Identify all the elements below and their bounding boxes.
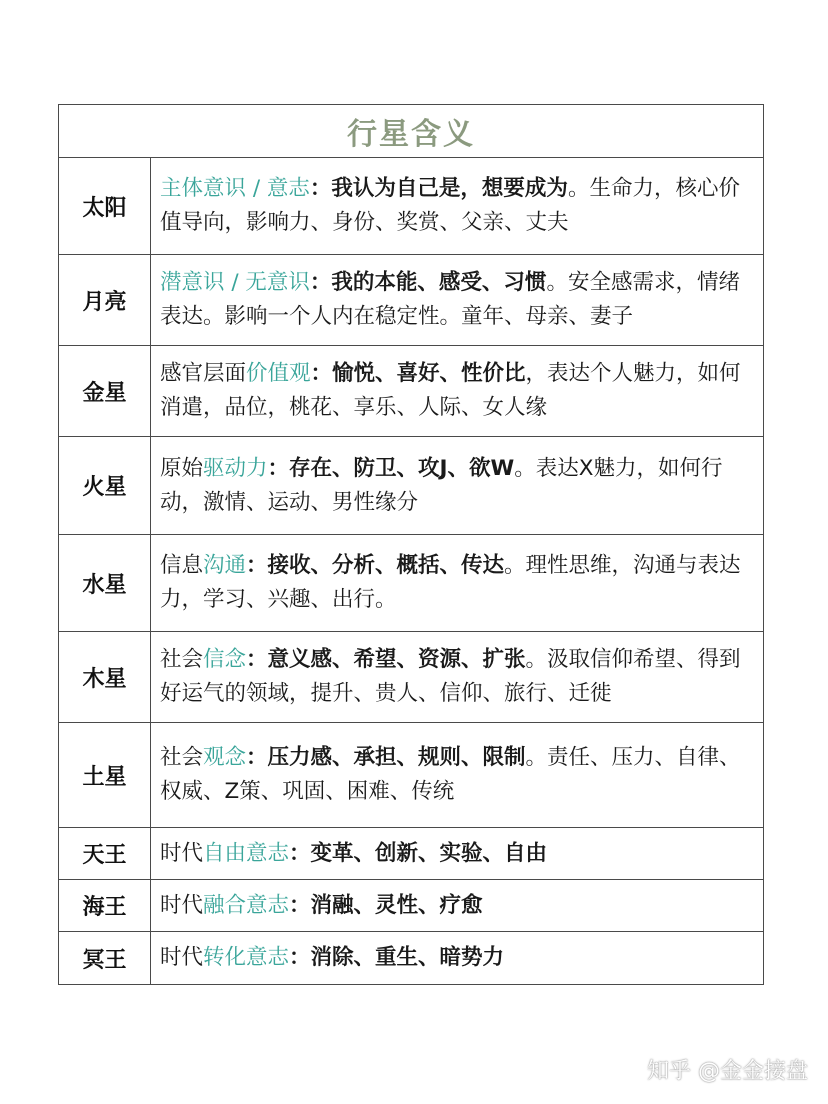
desc-prefix: 感官层面 (160, 361, 247, 386)
desc-keywords: ：消融、灵性、疗愈 (289, 892, 483, 918)
table-row (59, 437, 763, 535)
table-row (59, 828, 763, 880)
planet-name: 土星 (59, 723, 151, 827)
desc-highlight: 信念 (203, 647, 247, 672)
planet-name: 天王 (59, 828, 151, 879)
desc-prefix: 社会 (160, 647, 204, 672)
desc-rest: 。表达X魅力，如何行动，激情、运动、男性缘分 (160, 455, 723, 515)
desc-prefix: 时代 (160, 892, 204, 918)
desc-keywords: ：存在、防卫、攻J、欲W (267, 455, 515, 481)
planet-meaning-table (58, 104, 764, 985)
desc-prefix: 社会 (160, 745, 204, 770)
desc-prefix: 原始 (160, 455, 204, 481)
table-row (59, 880, 763, 932)
desc-prefix: 信息 (160, 553, 204, 578)
desc-highlight: 观念 (203, 745, 247, 770)
desc-highlight: 驱动力 (203, 455, 268, 481)
desc-keywords: ：压力感、承担、规则、限制 (246, 745, 526, 770)
table-row (59, 158, 763, 255)
table-row (59, 932, 763, 984)
desc-highlight: 转化意志 (203, 945, 290, 970)
planet-description (151, 346, 763, 436)
planet-description (151, 828, 763, 879)
desc-keywords: ：消除、重生、暗势力 (289, 945, 505, 970)
desc-prefix: 时代 (160, 945, 204, 970)
planet-description (151, 932, 763, 984)
planet-description (151, 158, 763, 254)
desc-rest: 。理性思维，沟通与表达力，学习、兴趣、出行。 (160, 553, 741, 612)
planet-description (151, 437, 763, 534)
planet-description (151, 535, 763, 631)
planet-name: 火星 (59, 437, 151, 534)
planet-description (151, 880, 763, 931)
table-row (59, 632, 763, 723)
desc-rest: 。安全感需求，情绪表达。影响一个人内在稳定性。童年、母亲、妻子 (160, 270, 740, 329)
planet-name: 金星 (59, 346, 151, 436)
table-row (59, 255, 763, 346)
title-row (59, 105, 763, 158)
desc-rest: ，表达个人魅力，如何消遣，品位，桃花、享乐、人际、女人缘 (160, 361, 741, 420)
planet-name: 海王 (59, 880, 151, 931)
desc-rest: 。生命力，核心价值导向，影响力、身份、奖赏、父亲、丈夫 (160, 176, 740, 235)
desc-highlight: 沟通 (203, 553, 247, 578)
desc-keywords: ：意义感、希望、资源、扩张 (246, 647, 526, 672)
desc-keywords: ：我认为自己是，想要成为 (309, 176, 568, 201)
table-title: 行星含义 (347, 117, 475, 152)
desc-keywords: ：接收、分析、概括、传达 (246, 553, 505, 578)
table-row (59, 535, 763, 632)
desc-keywords: ：变革、创新、实验、自由 (289, 840, 548, 866)
planet-name: 木星 (59, 632, 151, 722)
planet-name: 月亮 (59, 255, 151, 345)
watermark: 知乎 @金金接盘 (647, 1059, 808, 1084)
desc-highlight: 融合意志 (203, 892, 290, 918)
desc-highlight: 自由意志 (203, 840, 290, 866)
desc-highlight: 价值观 (246, 361, 311, 386)
desc-highlight: 主体意识 / 意志 (160, 176, 310, 201)
planet-description (151, 255, 763, 345)
desc-keywords: ：愉悦、喜好、性价比 (310, 361, 526, 386)
desc-prefix: 时代 (160, 840, 204, 866)
desc-highlight: 潜意识 / 无意识 (160, 270, 310, 295)
planet-name: 冥王 (59, 932, 151, 984)
planet-description (151, 723, 763, 827)
table-row (59, 723, 763, 828)
desc-keywords: ：我的本能、感受、习惯 (309, 270, 547, 295)
desc-rest: 。汲取信仰希望、得到好运气的领域，提升、贵人、信仰、旅行、迁徙 (160, 647, 741, 706)
desc-rest: 。责任、压力、自律、权威、Z策、巩固、困难、传统 (160, 745, 741, 804)
planet-name: 水星 (59, 535, 151, 631)
planet-description (151, 632, 763, 722)
table-row (59, 346, 763, 437)
planet-name: 太阳 (59, 158, 151, 254)
